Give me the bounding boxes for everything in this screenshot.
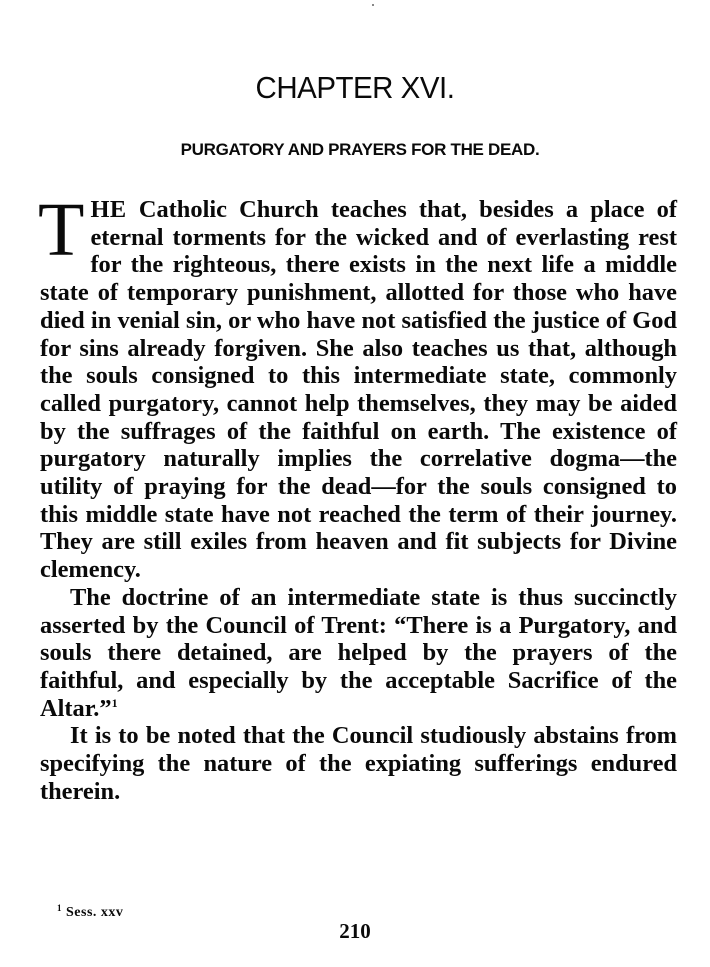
body-text (38, 188, 677, 805)
footnote-marker: 1 (111, 695, 118, 710)
paragraph-3-text: It is to be noted that the Council studiously abstains from specifying the nature of the expiating sufferings endured therein. (40, 722, 677, 805)
page-number: 210 (339, 919, 371, 943)
paragraph-1-text: Catholic Church teaches that, besides a place of eternal torments for the wicked and of everlasting rest for the righteous, there exists in the next life a middle state of temporary punishment, allotted for those who have died in venial sin, or who have not satisfied the justice of God for sins already forgiven. She also teaches us that, although the souls consigned to this intermediate state, commonly called purgatory, cannot help themselves, they may be aided by the suffrages of the faithful on earth. The existence of purgatory naturally implies the correlative dogma—the utility of praying for the dead—for the souls consigned to this middle state have not reached the term of their journey. They are still exiles from heaven and fit subjects for Divine clemency. (40, 196, 677, 584)
paragraph-2 (40, 584, 677, 723)
paragraph-1 (38, 188, 677, 584)
paragraph-3 (40, 722, 677, 805)
section-title: PURGATORY AND PRAYERS FOR THE DEAD. (180, 140, 540, 159)
footnote-text: Sess. xxv (66, 905, 124, 920)
footnote-number: 1 (57, 903, 62, 913)
chapter-title: CHAPTER XVI. (255, 70, 455, 105)
paragraph-2-text: The doctrine of an intermediate state is thus succinctly asserted by the Council of Trent: “There is a Purgatory, and souls there detained, are helped by the prayers of the faithful, and especially by the acceptable Sacrifice of the Altar.” (40, 583, 677, 722)
scan-speck (372, 4, 374, 6)
opening-small-caps: HE (90, 196, 127, 223)
drop-cap: T (38, 188, 85, 272)
